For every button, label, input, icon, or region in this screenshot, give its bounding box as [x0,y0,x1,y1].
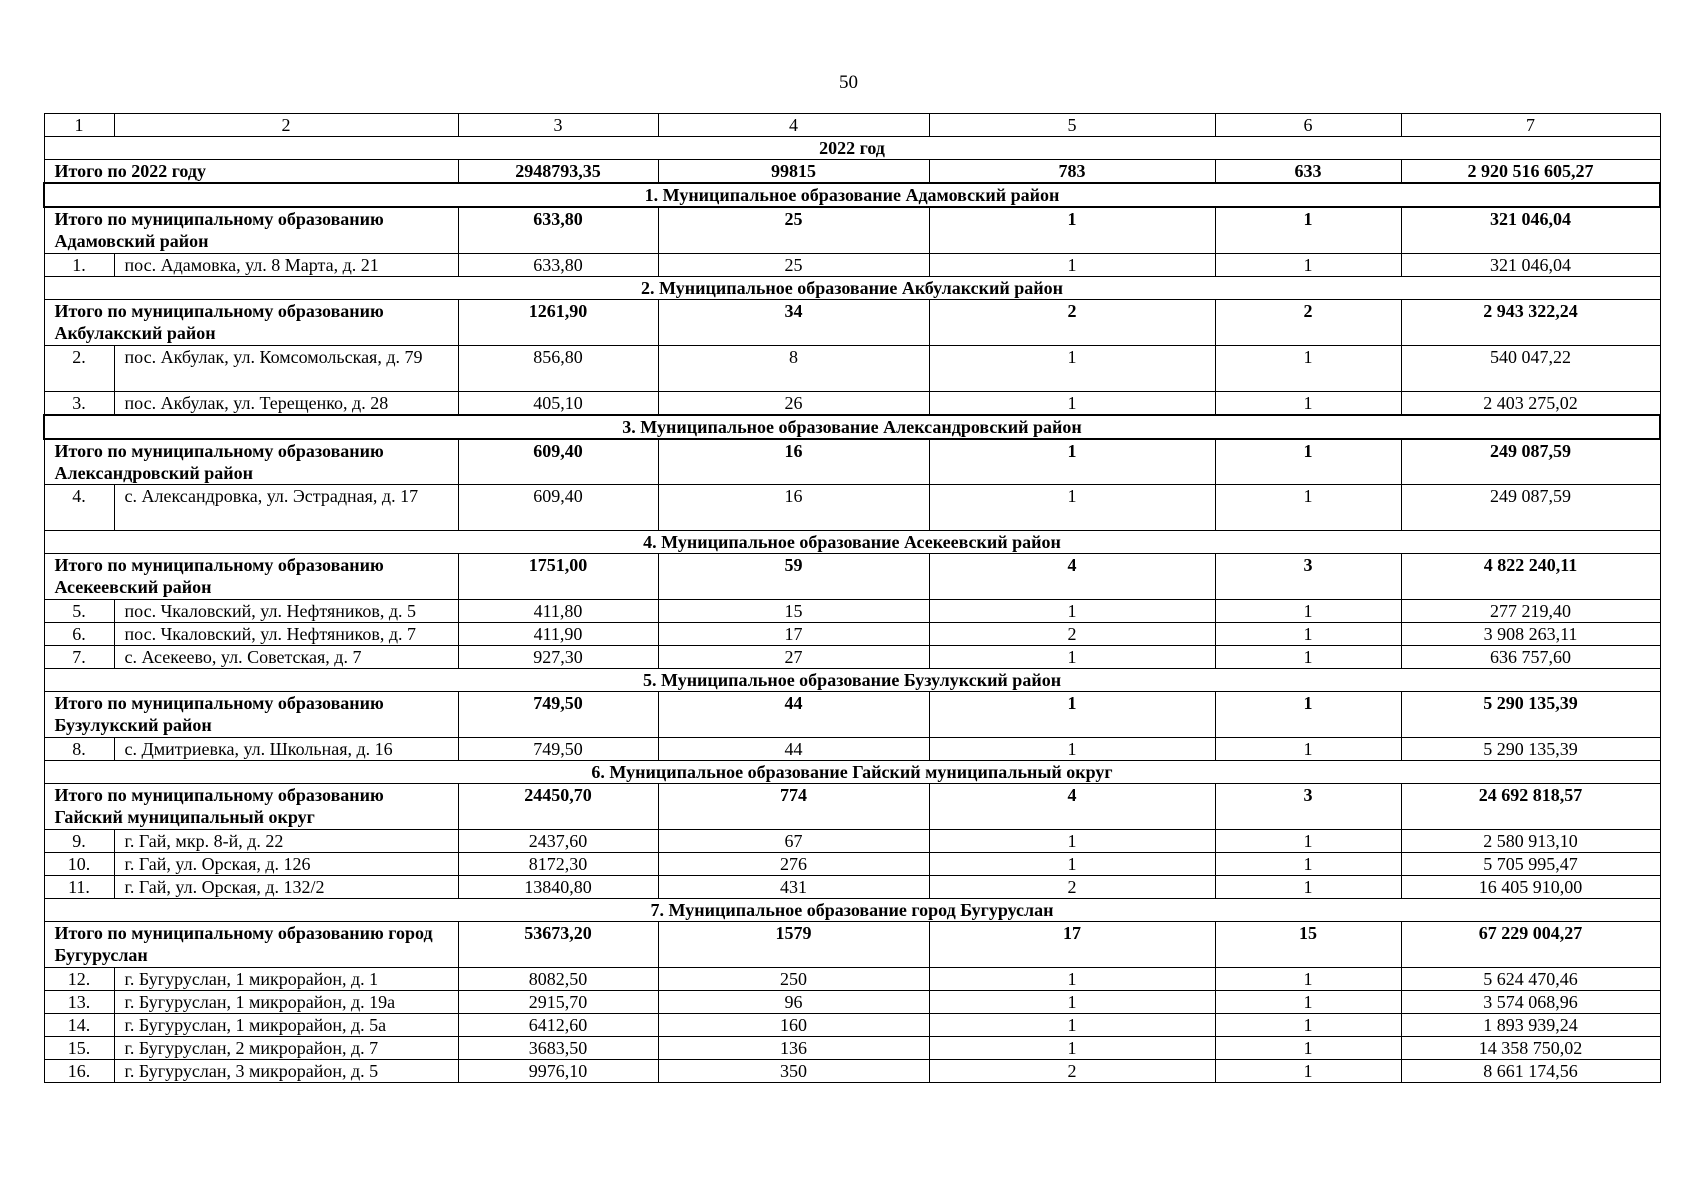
row-number: 15. [44,1037,114,1060]
column-number: 2 [114,114,458,137]
section-total-houses: 3 [1215,784,1401,830]
row-units: 1 [929,391,1215,415]
row-houses: 1 [1215,1060,1401,1083]
section-total-units: 4 [929,784,1215,830]
section-total-units: 4 [929,554,1215,600]
column-number-row [44,114,1660,137]
row-units: 1 [929,853,1215,876]
row-residents: 16 [658,485,929,531]
section-total-residents: 16 [658,439,929,485]
row-area: 6412,60 [458,1014,658,1037]
row-address: с. Асекеево, ул. Советская, д. 7 [114,646,458,669]
table-row [44,391,1660,415]
section-total-houses: 15 [1215,922,1401,968]
section-total-amount: 249 087,59 [1401,439,1660,485]
section-total-area: 633,80 [458,207,658,253]
table-row [44,646,1660,669]
row-amount: 5 705 995,47 [1401,853,1660,876]
row-area: 2437,60 [458,830,658,853]
table-row [44,253,1660,276]
row-units: 1 [929,485,1215,531]
row-number: 6. [44,623,114,646]
section-total-area: 53673,20 [458,922,658,968]
row-houses: 1 [1215,876,1401,899]
row-area: 8082,50 [458,968,658,991]
section-total-label: Итого по муниципальному образованию Гайский муниципальный округ [44,784,458,830]
row-units: 2 [929,1060,1215,1083]
row-address: г. Бугуруслан, 3 микрорайон, д. 5 [114,1060,458,1083]
table-row [44,623,1660,646]
column-number: 3 [458,114,658,137]
row-residents: 25 [658,253,929,276]
row-number: 5. [44,600,114,623]
row-address: г. Бугуруслан, 1 микрорайон, д. 5а [114,1014,458,1037]
section-total-units: 1 [929,439,1215,485]
row-area: 9976,10 [458,1060,658,1083]
section-total-label: Итого по муниципальному образованию Александровский район [44,439,458,485]
row-address: г. Гай, ул. Орская, д. 126 [114,853,458,876]
section-title-row [44,669,1660,692]
row-residents: 350 [658,1060,929,1083]
table-row [44,345,1660,391]
row-number: 1. [44,253,114,276]
section-title: 7. Муниципальное образование город Бугуруслан [44,899,1660,922]
row-houses: 1 [1215,253,1401,276]
row-houses: 1 [1215,738,1401,761]
row-units: 1 [929,600,1215,623]
section-total-residents: 1579 [658,922,929,968]
row-amount: 636 757,60 [1401,646,1660,669]
row-area: 405,10 [458,391,658,415]
column-number: 1 [44,114,114,137]
row-residents: 15 [658,600,929,623]
row-residents: 27 [658,646,929,669]
row-units: 2 [929,876,1215,899]
table-row [44,485,1660,531]
table-row [44,853,1660,876]
section-total-label: Итого по муниципальному образованию Адамовский район [44,207,458,253]
section-title: 6. Муниципальное образование Гайский муниципальный округ [44,761,1660,784]
row-address: г. Гай, мкр. 8-й, д. 22 [114,830,458,853]
grand-total-units: 783 [929,160,1215,184]
page-number: 50 [839,72,858,93]
row-area: 609,40 [458,485,658,531]
row-houses: 1 [1215,345,1401,391]
row-residents: 17 [658,623,929,646]
row-residents: 67 [658,830,929,853]
table-row [44,1037,1660,1060]
section-title-row [44,899,1660,922]
section-total-label: Итого по муниципальному образованию Асекеевский район [44,554,458,600]
row-amount: 249 087,59 [1401,485,1660,531]
section-total-units: 1 [929,207,1215,253]
row-number: 11. [44,876,114,899]
row-houses: 1 [1215,646,1401,669]
row-area: 3683,50 [458,1037,658,1060]
row-number: 8. [44,738,114,761]
section-total-row [44,922,1660,968]
row-area: 2915,70 [458,991,658,1014]
column-number: 7 [1401,114,1660,137]
row-number: 12. [44,968,114,991]
row-address: г. Бугуруслан, 1 микрорайон, д. 19а [114,991,458,1014]
table-row [44,968,1660,991]
table-row [44,738,1660,761]
row-residents: 250 [658,968,929,991]
row-amount: 5 290 135,39 [1401,738,1660,761]
section-total-row [44,554,1660,600]
section-total-residents: 59 [658,554,929,600]
table-row [44,830,1660,853]
row-address: пос. Акбулак, ул. Терещенко, д. 28 [114,391,458,415]
row-residents: 44 [658,738,929,761]
section-total-area: 749,50 [458,692,658,738]
section-title: 2. Муниципальное образование Акбулакский район [44,276,1660,299]
row-area: 411,80 [458,600,658,623]
grand-total-area: 2948793,35 [458,160,658,184]
section-total-amount: 24 692 818,57 [1401,784,1660,830]
row-units: 1 [929,646,1215,669]
row-residents: 160 [658,1014,929,1037]
section-title: 1. Муниципальное образование Адамовский район [44,183,1660,207]
section-total-amount: 67 229 004,27 [1401,922,1660,968]
row-houses: 1 [1215,1037,1401,1060]
row-residents: 26 [658,391,929,415]
row-amount: 1 893 939,24 [1401,1014,1660,1037]
section-total-units: 2 [929,299,1215,345]
row-address: пос. Чкаловский, ул. Нефтяников, д. 7 [114,623,458,646]
row-address: с. Дмитриевка, ул. Школьная, д. 16 [114,738,458,761]
column-number: 5 [929,114,1215,137]
row-houses: 1 [1215,1014,1401,1037]
section-total-residents: 25 [658,207,929,253]
row-area: 13840,80 [458,876,658,899]
row-area: 8172,30 [458,853,658,876]
row-units: 1 [929,968,1215,991]
section-total-units: 17 [929,922,1215,968]
row-units: 1 [929,253,1215,276]
row-houses: 1 [1215,968,1401,991]
row-number: 7. [44,646,114,669]
section-total-area: 1261,90 [458,299,658,345]
row-amount: 3 908 263,11 [1401,623,1660,646]
section-title-row [44,761,1660,784]
row-residents: 96 [658,991,929,1014]
section-total-label: Итого по муниципальному образованию Акбулакский район [44,299,458,345]
row-area: 927,30 [458,646,658,669]
section-title-row [44,276,1660,299]
section-total-row [44,299,1660,345]
row-amount: 277 219,40 [1401,600,1660,623]
row-address: г. Бугуруслан, 1 микрорайон, д. 1 [114,968,458,991]
row-amount: 14 358 750,02 [1401,1037,1660,1060]
row-residents: 276 [658,853,929,876]
row-number: 4. [44,485,114,531]
row-number: 10. [44,853,114,876]
section-title-row [44,415,1660,439]
row-address: пос. Чкаловский, ул. Нефтяников, д. 5 [114,600,458,623]
row-amount: 3 574 068,96 [1401,991,1660,1014]
row-amount: 2 403 275,02 [1401,391,1660,415]
row-houses: 1 [1215,600,1401,623]
section-total-row [44,207,1660,253]
row-number: 9. [44,830,114,853]
row-residents: 8 [658,345,929,391]
row-address: пос. Акбулак, ул. Комсомольская, д. 79 [114,345,458,391]
grand-total-amount: 2 920 516 605,27 [1401,160,1660,184]
row-amount: 8 661 174,56 [1401,1060,1660,1083]
section-total-houses: 1 [1215,692,1401,738]
section-total-label: Итого по муниципальному образованию город Бугуруслан [44,922,458,968]
section-total-residents: 34 [658,299,929,345]
section-total-amount: 2 943 322,24 [1401,299,1660,345]
row-amount: 16 405 910,00 [1401,876,1660,899]
section-total-houses: 2 [1215,299,1401,345]
row-houses: 1 [1215,391,1401,415]
section-title-row [44,531,1660,554]
row-area: 411,90 [458,623,658,646]
row-address: пос. Адамовка, ул. 8 Марта, д. 21 [114,253,458,276]
section-total-units: 1 [929,692,1215,738]
row-units: 2 [929,623,1215,646]
row-amount: 2 580 913,10 [1401,830,1660,853]
section-total-amount: 4 822 240,11 [1401,554,1660,600]
table-row [44,991,1660,1014]
row-number: 16. [44,1060,114,1083]
year-heading-row [44,137,1660,160]
row-units: 1 [929,991,1215,1014]
row-units: 1 [929,830,1215,853]
section-total-row [44,692,1660,738]
grand-total-row [44,160,1660,184]
row-address: с. Александровка, ул. Эстрадная, д. 17 [114,485,458,531]
section-total-label: Итого по муниципальному образованию Бузулукский район [44,692,458,738]
row-address: г. Гай, ул. Орская, д. 132/2 [114,876,458,899]
section-title-row [44,183,1660,207]
section-total-houses: 1 [1215,439,1401,485]
row-houses: 1 [1215,991,1401,1014]
section-total-amount: 321 046,04 [1401,207,1660,253]
row-amount: 321 046,04 [1401,253,1660,276]
table-row [44,1060,1660,1083]
section-total-amount: 5 290 135,39 [1401,692,1660,738]
row-number: 13. [44,991,114,1014]
housing-table [43,113,1661,1083]
row-area: 633,80 [458,253,658,276]
row-houses: 1 [1215,485,1401,531]
row-number: 3. [44,391,114,415]
year-heading: 2022 год [44,137,1660,160]
row-number: 2. [44,345,114,391]
row-amount: 540 047,22 [1401,345,1660,391]
section-title: 3. Муниципальное образование Александровский район [44,415,1660,439]
section-total-residents: 44 [658,692,929,738]
section-title: 5. Муниципальное образование Бузулукский район [44,669,1660,692]
row-units: 1 [929,738,1215,761]
row-residents: 136 [658,1037,929,1060]
section-total-houses: 3 [1215,554,1401,600]
grand-total-label: Итого по 2022 году [44,160,458,184]
section-total-area: 609,40 [458,439,658,485]
section-title: 4. Муниципальное образование Асекеевский район [44,531,1660,554]
row-area: 749,50 [458,738,658,761]
row-residents: 431 [658,876,929,899]
row-houses: 1 [1215,853,1401,876]
row-address: г. Бугуруслан, 2 микрорайон, д. 7 [114,1037,458,1060]
row-houses: 1 [1215,830,1401,853]
row-area: 856,80 [458,345,658,391]
row-units: 1 [929,345,1215,391]
table-row [44,1014,1660,1037]
grand-total-residents: 99815 [658,160,929,184]
section-total-residents: 774 [658,784,929,830]
table-row [44,876,1660,899]
row-number: 14. [44,1014,114,1037]
section-total-area: 1751,00 [458,554,658,600]
section-total-row [44,784,1660,830]
column-number: 4 [658,114,929,137]
column-number: 6 [1215,114,1401,137]
section-total-houses: 1 [1215,207,1401,253]
row-units: 1 [929,1014,1215,1037]
section-total-area: 24450,70 [458,784,658,830]
row-amount: 5 624 470,46 [1401,968,1660,991]
row-houses: 1 [1215,623,1401,646]
section-total-row [44,439,1660,485]
table-row [44,600,1660,623]
row-units: 1 [929,1037,1215,1060]
grand-total-houses: 633 [1215,160,1401,184]
